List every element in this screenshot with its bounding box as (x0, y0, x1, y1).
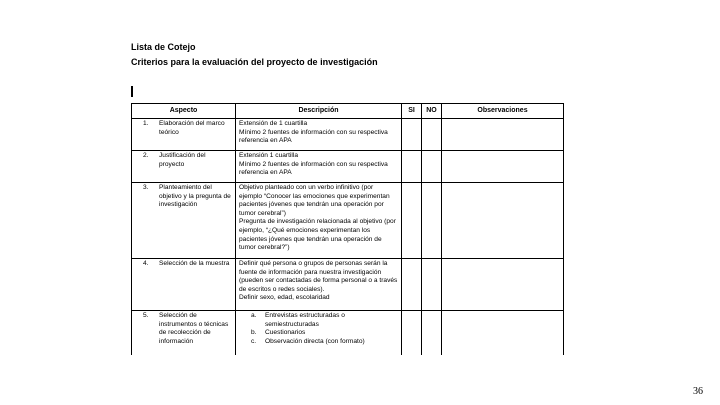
aspect-number: 5. (143, 312, 149, 319)
description-line: Pregunta de investigación relacionada al objetivo (por ejemplo, “¿Qué emociones experimentan los pacientes jóvenes que tendrán una operación de tumor cerebral?”) (239, 218, 396, 252)
aspect-text: Justificación del proyecto (159, 152, 206, 168)
subitem-text: Observación directa (con formato) (265, 337, 365, 345)
header-no: NO (422, 104, 442, 119)
description-subitem (239, 329, 398, 338)
description-cell (236, 259, 402, 311)
si-cell[interactable] (402, 183, 422, 259)
table-row (132, 151, 564, 183)
description-subitem (239, 338, 398, 347)
no-cell[interactable] (422, 183, 442, 259)
checklist-table (131, 103, 564, 355)
no-cell[interactable] (422, 259, 442, 311)
subitem-letter: c. (251, 337, 257, 345)
description-line: Objetivo planteado con un verbo infinitivo (por ejemplo “Conocer las emociones que experimentan pacientes jóvenes que tendrán una operación por tumor cerebral”) (239, 184, 390, 217)
observaciones-cell[interactable] (442, 259, 564, 311)
aspect-cell (132, 311, 236, 356)
aspect-text: Selección de la muestra (159, 260, 230, 267)
aspect-cell (132, 183, 236, 259)
header-si: SI (402, 104, 422, 119)
document-subtitle: Criterios para la evaluación del proyecto de investigación (131, 57, 378, 67)
description-cell (236, 119, 402, 151)
description-line: Mínimo 2 fuentes de información con su respectiva referencia en APA (239, 128, 388, 145)
aspect-text: Elaboración del marco teórico (159, 120, 225, 136)
description-cell (236, 151, 402, 183)
subitem-text: Cuestionarios (265, 329, 306, 337)
no-cell[interactable] (422, 151, 442, 183)
si-cell[interactable] (402, 151, 422, 183)
table-row (132, 259, 564, 311)
table-row (132, 119, 564, 151)
header-descripcion: Descripción (236, 104, 402, 119)
si-cell[interactable] (402, 119, 422, 151)
table-row (132, 311, 564, 356)
observaciones-cell[interactable] (442, 183, 564, 259)
header-observaciones: Observaciones (442, 104, 564, 119)
page-number: 36 (693, 386, 703, 397)
aspect-number: 2. (143, 152, 149, 159)
no-cell[interactable] (422, 311, 442, 356)
document-title: Lista de Cotejo (131, 42, 196, 52)
si-cell[interactable] (402, 311, 422, 356)
description-line: Extensión de 1 cuartilla (239, 120, 308, 127)
no-cell[interactable] (422, 119, 442, 151)
header-aspecto: Aspecto (132, 104, 236, 119)
description-cell (236, 183, 402, 259)
observaciones-cell[interactable] (442, 151, 564, 183)
table-header-row (132, 104, 564, 119)
aspect-cell (132, 119, 236, 151)
aspect-cell (132, 259, 236, 311)
subitem-letter: a. (251, 312, 257, 319)
description-line: Extensión 1 cuartilla (239, 152, 299, 159)
aspect-text: Planteamiento del objetivo y la pregunta de investigación (159, 184, 231, 209)
aspect-number: 1. (143, 120, 149, 127)
si-cell[interactable] (402, 259, 422, 311)
aspect-text: Selección de instrumentos o técnicas de recolección de información (159, 312, 229, 345)
subitem-letter: b. (251, 329, 257, 337)
observaciones-cell[interactable] (442, 311, 564, 356)
description-line: Definir qué persona o grupos de personas serán la fuente de información para nuestra investigación (pueden ser contactadas de forma personal o a través de escritos o redes sociales). (239, 260, 398, 293)
aspect-number: 4. (143, 260, 149, 267)
description-line: Mínimo 2 fuentes de información con su respectiva referencia en APA (239, 160, 388, 177)
table-row (132, 183, 564, 259)
checklist-table-container (131, 103, 565, 355)
description-line: Definir sexo, edad, escolaridad (239, 294, 330, 302)
description-cell (236, 311, 402, 356)
observaciones-cell[interactable] (442, 119, 564, 151)
aspect-cell (132, 151, 236, 183)
subitem-text: Entrevistas estructuradas o semiestructuradas (265, 312, 345, 328)
text-cursor (131, 86, 133, 97)
description-subitem (239, 312, 398, 329)
aspect-number: 3. (143, 184, 149, 191)
